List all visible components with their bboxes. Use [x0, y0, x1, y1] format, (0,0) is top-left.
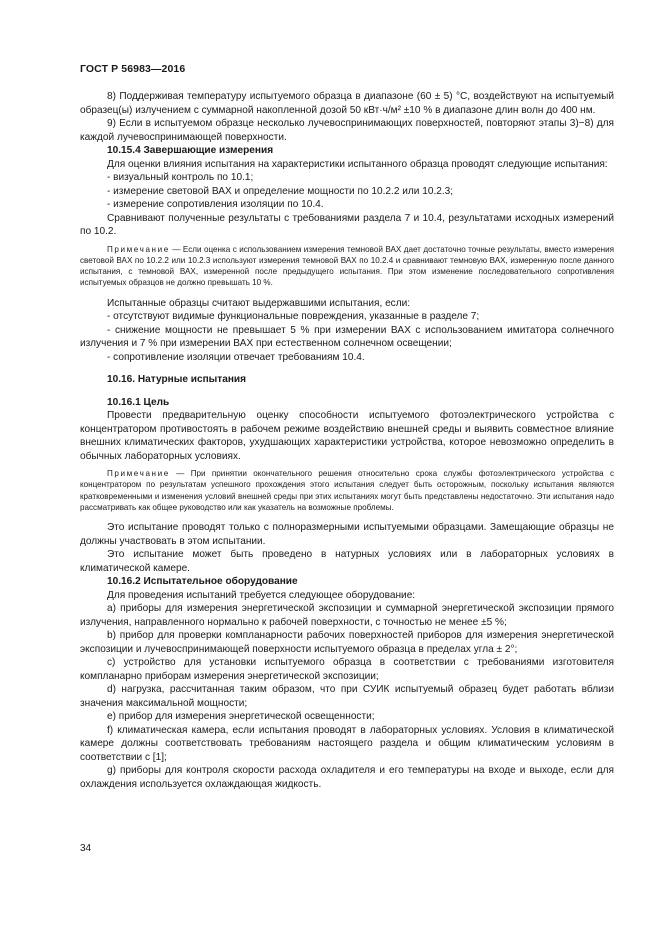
paragraph: Для оценки влияния испытания на характеристики испытанного образца проводят следующие испытания:: [107, 158, 608, 170]
list-item: d) нагрузка, рассчитанная таким образом, что при СУИК испытуемый образец будет работать вблизи значения максимальной мощности;: [80, 684, 614, 709]
paragraph: Провести предварительную оценку способности испытуемого фотоэлектрического устройства с концентратором противостоять в рабочем режиме воздействию внешней среды и выявить совместное влияние внешних климатических факторов, ухудшающих характеристики устройства, которое невозможно определить в обычных лабораторных условиях.: [80, 410, 614, 462]
section-heading: 10.16. Натурные испытания: [107, 374, 247, 386]
note-text: — При принятии окончательного решения относительно срока службы фотоэлектрического устройства с концентратором по результатам успешного прохождения этого испытания следует быть осторожным, поскольку испытания являются кратковременными и изменения условий внешней среды при этих испытаниях могут быть представлены недостаточно. Эти испытания надо рассматривать как общее руководство или как указатель на возможные проблемы.: [80, 469, 614, 513]
note: [80, 468, 614, 513]
paragraph: Это испытание проводят только с полноразмерными испытуемыми образцами. Замещающие образцы не должны участвовать в этом испытании.: [80, 522, 614, 547]
note-label: Примечание: [107, 244, 170, 254]
list-item: - измерение сопротивления изоляции по 10.4.: [107, 199, 324, 210]
section-heading: 10.16.2 Испытательное оборудование: [107, 576, 298, 588]
paragraph: Сравнивают полученные результаты с требованиями раздела 7 и 10.4, результатами исходных измерений по 10.2.: [80, 212, 614, 237]
note-text: — Если оценка с использованием измерения темновой ВАХ дает достаточно точные результаты, вместо измерения световой ВАХ по 10.2.2 или 10.2.3 используют измерения темновой ВАХ по 10.2.4 и сравнивают темновую ВАХ, измеренную после данного испытания, с темновой ВАХ, измеренной после предыдущего испытания. При этом изменение последовательного сопротивления испытуемых образцов не должно превышать 10 %.: [80, 244, 614, 288]
note: [80, 244, 614, 289]
list-item: e) прибор для измерения энергетической освещенности;: [107, 711, 375, 723]
list-item: g) приборы для контроля скорости расхода охладителя и его температуры на входе и выходе, если для охлаждения используется охлаждающая жидкость.: [80, 765, 614, 790]
paragraph: 8) Поддерживая температуру испытуемого образца в диапазоне (60 ± 5) °С, воздействуют на испытуемый образец(ы) излучением с суммарной накопленной дозой 50 кВт·ч/м² ±10 % в диапазоне длин волн до 400 нм.: [80, 91, 614, 116]
list-item: - измерение световой ВАХ и определение мощности по 10.2.2 или 10.2.3;: [107, 185, 454, 197]
list-item: - сопротивление изоляции отвечает требованиям 10.4.: [107, 351, 365, 363]
note-label: Примечание: [107, 469, 170, 479]
page-number: 34: [80, 843, 92, 854]
list-item: - визуальный контроль по 10.1;: [107, 172, 254, 183]
standard-header: ГОСТ Р 56983—2016: [80, 63, 186, 75]
list-item: а) приборы для измерения энергетической экспозиции и суммарной энергетической экспозиции прямого излучения, направленного нормально к рабочей поверхности, с точностью не менее ±5 %;: [80, 603, 614, 628]
section-heading: 10.16.1 Цель: [107, 396, 170, 408]
paragraph: Испытанные образцы считают выдержавшими испытания, если:: [107, 297, 411, 309]
list-item: f) климатическая камера, если испытания проводят в лабораторных условиях. Условия в климатической камере должны соответствовать требованиям настоящего раздела и общим климатическим условиям в соответствии с [1];: [80, 724, 614, 763]
list-item: - отсутствуют видимые функциональные повреждения, указанные в разделе 7;: [107, 311, 480, 323]
list-item: - снижение мощности не превышает 5 % при измерении ВАХ с использованием имитатора солнечного излучения и 7 % при измерении ВАХ при естественном солнечном освещении;: [80, 324, 614, 350]
document-body: [80, 90, 614, 791]
section-heading: 10.15.4 Завершающие измерения: [107, 145, 274, 156]
paragraph: 9) Если в испытуемом образце несколько лучевоспринимающих поверхностей, повторяют этапы 3)−8) для каждой лучевоспринимающей поверхности.: [80, 118, 614, 143]
paragraph: Это испытание может быть проведено в натурных условиях или в лабораторных условиях в климатической камере.: [80, 549, 614, 574]
list-item: b) прибор для проверки компланарности рабочих поверхностей приборов для измерения энергетической экспозиции и лучевоспринимающей поверхности испытуемого образца в пределах угла ± 2°;: [80, 630, 614, 655]
paragraph: Для проведения испытаний требуется следующее оборудование:: [107, 589, 416, 601]
list-item: c) устройство для установки испытуемого образца в соответствии с требованиями изготовителя компланарно приборам измерения энергетической экспозиции;: [80, 657, 614, 682]
